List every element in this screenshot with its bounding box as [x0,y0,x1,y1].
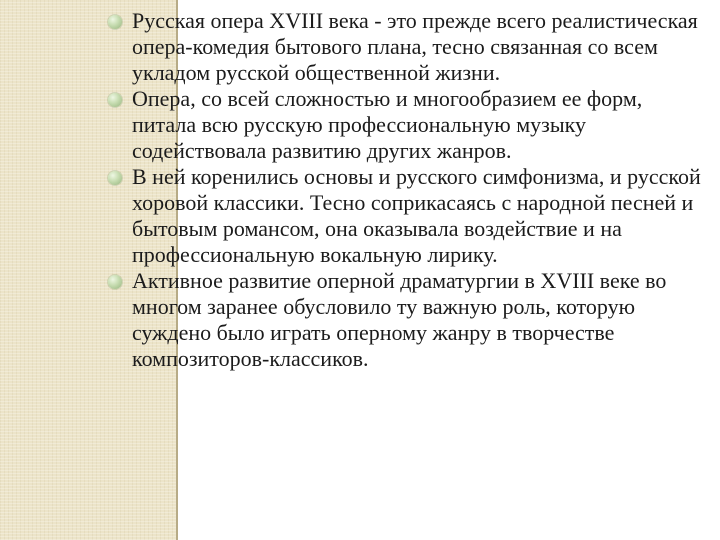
bullet-item-4 [108,268,704,372]
bullet-item-3 [108,164,704,268]
bullet-item-1 [108,8,704,86]
bullet-text-1: Русская опера XVIII века - это прежде всего реалистическая опера-комедия бытового плана, тесно связанная со всем укладом русской общественной жизни. [132,8,698,85]
bullet-circle-icon [108,171,122,185]
bullet-circle-icon [108,93,122,107]
bullet-circle-icon [108,275,122,289]
slide-content [108,8,704,372]
bullet-text-2: Опера, со всей сложностью и многообразием ее форм, питала всю русскую профессиональную музыку содействовала развитию других жанров. [132,86,643,163]
bullet-circle-icon [108,15,122,29]
bullet-item-2 [108,86,704,164]
bullet-list [108,8,704,372]
bullet-text-3: В ней коренились основы и русского симфонизма, и русской хоровой классики. Тесно соприкасаясь с народной песней и бытовым романсом, она оказывала воздействие и на профессиональную вокальную лирику. [132,164,701,267]
bullet-text-4: Активное развитие оперной драматургии в XVIII веке во многом заранее обусловило ту важную роль, которую суждено было играть оперному жанру в творчестве композиторов-классиков. [132,268,667,371]
